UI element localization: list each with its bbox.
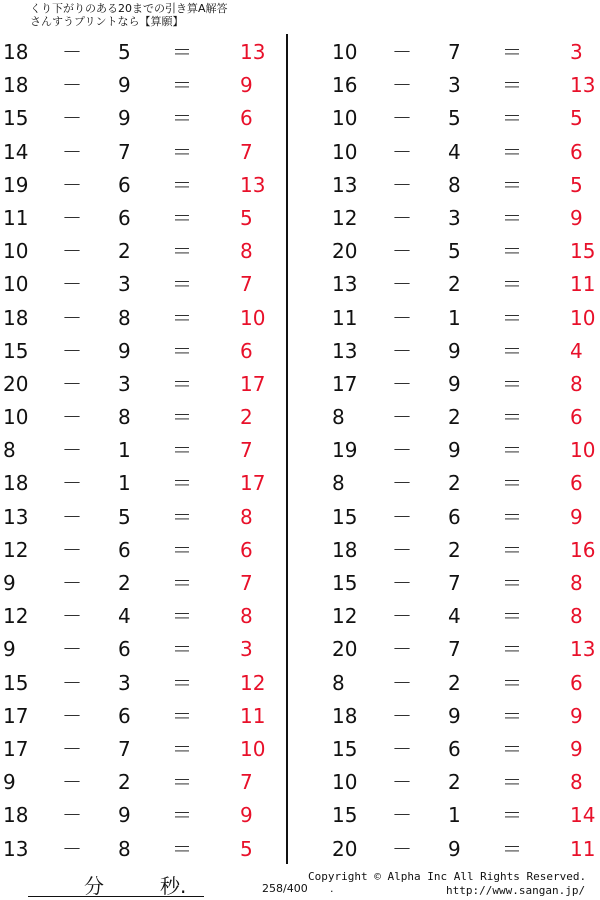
minus-sign: － — [62, 438, 82, 463]
answer: 11 — [570, 272, 596, 297]
minuend: 9 — [3, 637, 16, 662]
subtrahend: 2 — [448, 272, 461, 297]
minus-sign: － — [62, 239, 82, 264]
minuend: 10 — [332, 106, 358, 131]
minus-sign: － — [392, 338, 412, 363]
equals-sign: ＝ — [502, 803, 522, 828]
minuend: 15 — [332, 736, 358, 761]
subtrahend: 6 — [448, 504, 461, 529]
minuend: 17 — [332, 371, 358, 396]
equals-sign: ＝ — [172, 305, 192, 330]
minuend: 17 — [3, 736, 29, 761]
minuend: 20 — [332, 836, 358, 861]
subtrahend: 3 — [118, 272, 131, 297]
subtrahend: 9 — [448, 438, 461, 463]
answer: 9 — [240, 803, 253, 828]
minus-sign: － — [62, 803, 82, 828]
copyright-notice: Copyright © Alpha Inc All Rights Reserved. — [308, 870, 587, 883]
minuend: 18 — [332, 537, 358, 562]
subtrahend: 3 — [448, 73, 461, 98]
minus-sign: － — [392, 736, 412, 761]
minus-sign: － — [62, 371, 82, 396]
answer: 6 — [240, 106, 253, 131]
minuend: 13 — [332, 172, 358, 197]
subtrahend: 1 — [448, 803, 461, 828]
page-number: 258/400 — [262, 882, 308, 895]
answer: 12 — [240, 670, 266, 695]
answer: 10 — [570, 438, 596, 463]
answer: 13 — [570, 637, 596, 662]
equals-sign: ＝ — [172, 670, 192, 695]
equals-sign: ＝ — [502, 205, 522, 230]
answer: 6 — [240, 338, 253, 363]
equals-sign: ＝ — [172, 637, 192, 662]
subtrahend: 2 — [448, 670, 461, 695]
subtrahend: 6 — [118, 172, 131, 197]
subtrahend: 2 — [448, 770, 461, 795]
subtrahend: 9 — [448, 703, 461, 728]
answer: 2 — [240, 405, 253, 430]
minuend: 12 — [3, 604, 29, 629]
minuend: 17 — [3, 703, 29, 728]
answer: 9 — [240, 73, 253, 98]
minuend: 15 — [332, 571, 358, 595]
minus-sign: － — [392, 205, 412, 230]
equals-sign: ＝ — [502, 504, 522, 529]
answer: 9 — [570, 736, 583, 761]
minus-sign: － — [62, 205, 82, 230]
minus-sign: － — [392, 770, 412, 795]
answer: 5 — [570, 106, 583, 131]
minuend: 12 — [3, 537, 29, 562]
minuend: 10 — [3, 272, 29, 297]
answer: 5 — [240, 205, 253, 230]
subtrahend: 2 — [118, 239, 131, 264]
minus-sign: － — [392, 172, 412, 197]
minuend: 10 — [3, 239, 29, 264]
minuend: 10 — [332, 770, 358, 795]
subtrahend: 9 — [448, 338, 461, 363]
minus-sign: － — [62, 670, 82, 695]
equals-sign: ＝ — [172, 703, 192, 728]
minus-sign: － — [392, 537, 412, 562]
answer: 6 — [570, 471, 583, 496]
minus-sign: － — [392, 571, 412, 595]
minus-sign: － — [62, 40, 82, 64]
equals-sign: ＝ — [172, 239, 192, 264]
answer: 3 — [570, 40, 583, 64]
subtrahend: 9 — [448, 371, 461, 396]
minus-sign: － — [62, 73, 82, 98]
minus-sign: － — [392, 504, 412, 529]
equals-sign: ＝ — [172, 338, 192, 363]
minus-sign: － — [392, 305, 412, 330]
minus-sign: － — [62, 637, 82, 662]
minuend: 18 — [332, 703, 358, 728]
answer: 5 — [240, 836, 253, 861]
equals-sign: ＝ — [502, 637, 522, 662]
answer: 17 — [240, 471, 266, 496]
minus-sign: － — [392, 272, 412, 297]
subtrahend: 1 — [118, 438, 131, 463]
minuend: 20 — [332, 239, 358, 264]
minuend: 8 — [332, 405, 345, 430]
subtrahend: 4 — [448, 139, 461, 164]
equals-sign: ＝ — [502, 604, 522, 629]
minuend: 8 — [332, 670, 345, 695]
minutes-label: 分 — [84, 874, 104, 898]
minus-sign: － — [392, 637, 412, 662]
equals-sign: ＝ — [502, 438, 522, 463]
answer: 11 — [240, 703, 266, 728]
subtrahend: 6 — [448, 736, 461, 761]
answer: 6 — [570, 670, 583, 695]
minuend: 19 — [3, 172, 29, 197]
equals-sign: ＝ — [502, 703, 522, 728]
minus-sign: － — [62, 703, 82, 728]
minuend: 13 — [3, 836, 29, 861]
answer: 7 — [240, 139, 253, 164]
minus-sign: － — [392, 106, 412, 131]
site-url: http://www.sangan.jp/ — [446, 884, 586, 897]
subtrahend: 4 — [448, 604, 461, 629]
subtrahend: 3 — [118, 371, 131, 396]
minus-sign: － — [62, 405, 82, 430]
equals-sign: ＝ — [502, 770, 522, 795]
equals-sign: ＝ — [502, 239, 522, 264]
equals-sign: ＝ — [172, 736, 192, 761]
minuend: 16 — [332, 73, 358, 98]
equals-sign: ＝ — [172, 604, 192, 629]
answer: 16 — [570, 537, 596, 562]
answer: 10 — [240, 736, 266, 761]
equals-sign: ＝ — [502, 670, 522, 695]
subtrahend: 6 — [118, 703, 131, 728]
subtrahend: 2 — [118, 571, 131, 595]
worksheet-header — [30, 2, 228, 28]
equals-sign: ＝ — [172, 73, 192, 98]
minuend: 18 — [3, 305, 29, 330]
answer: 8 — [570, 604, 583, 629]
equals-sign: ＝ — [172, 106, 192, 131]
minus-sign: － — [62, 836, 82, 861]
equals-sign: ＝ — [172, 836, 192, 861]
equals-sign: ＝ — [502, 471, 522, 496]
subtrahend: 3 — [118, 670, 131, 695]
subtrahend: 7 — [448, 40, 461, 64]
subtrahend: 2 — [448, 471, 461, 496]
minuend: 19 — [332, 438, 358, 463]
footer-dot: . — [330, 882, 334, 895]
equals-sign: ＝ — [502, 571, 522, 595]
minus-sign: － — [392, 239, 412, 264]
minuend: 13 — [332, 272, 358, 297]
equals-sign: ＝ — [172, 172, 192, 197]
equals-sign: ＝ — [172, 405, 192, 430]
answer: 15 — [570, 239, 596, 264]
minus-sign: － — [392, 836, 412, 861]
minuend: 10 — [332, 139, 358, 164]
minus-sign: － — [392, 438, 412, 463]
subtrahend: 9 — [118, 338, 131, 363]
minus-sign: － — [392, 670, 412, 695]
subtrahend: 4 — [118, 604, 131, 629]
equals-sign: ＝ — [172, 139, 192, 164]
answer: 10 — [570, 305, 596, 330]
minus-sign: － — [392, 139, 412, 164]
equals-sign: ＝ — [172, 537, 192, 562]
minuend: 9 — [3, 770, 16, 795]
equals-sign: ＝ — [172, 40, 192, 64]
subtrahend: 6 — [118, 205, 131, 230]
seconds-label: 秒. — [160, 874, 187, 898]
equals-sign: ＝ — [172, 371, 192, 396]
subtrahend: 7 — [448, 571, 461, 595]
minus-sign: － — [392, 371, 412, 396]
equals-sign: ＝ — [172, 272, 192, 297]
subtrahend: 9 — [118, 803, 131, 828]
minus-sign: － — [62, 172, 82, 197]
minuend: 8 — [3, 438, 16, 463]
equals-sign: ＝ — [172, 571, 192, 595]
minuend: 8 — [332, 471, 345, 496]
answer: 3 — [240, 637, 253, 662]
subtrahend: 7 — [448, 637, 461, 662]
minuend: 14 — [3, 139, 29, 164]
answer: 6 — [570, 405, 583, 430]
equals-sign: ＝ — [502, 736, 522, 761]
minus-sign: － — [392, 471, 412, 496]
minuend: 13 — [3, 504, 29, 529]
minuend: 9 — [3, 571, 16, 595]
subtrahend: 9 — [448, 836, 461, 861]
minus-sign: － — [392, 703, 412, 728]
subtrahend: 5 — [118, 504, 131, 529]
minuend: 15 — [3, 106, 29, 131]
subtrahend: 1 — [448, 305, 461, 330]
answer: 7 — [240, 438, 253, 463]
minuend: 10 — [3, 405, 29, 430]
equals-sign: ＝ — [172, 205, 192, 230]
minuend: 15 — [3, 338, 29, 363]
subtrahend: 5 — [448, 239, 461, 264]
equals-sign: ＝ — [502, 73, 522, 98]
minus-sign: － — [62, 471, 82, 496]
equals-sign: ＝ — [502, 338, 522, 363]
equals-sign: ＝ — [172, 438, 192, 463]
equals-sign: ＝ — [172, 504, 192, 529]
answer: 5 — [570, 172, 583, 197]
subtrahend: 8 — [118, 836, 131, 861]
minus-sign: － — [62, 571, 82, 595]
minus-sign: － — [62, 272, 82, 297]
answer: 10 — [240, 305, 266, 330]
minuend: 10 — [332, 40, 358, 64]
subtrahend: 2 — [448, 405, 461, 430]
answer: 8 — [570, 571, 583, 595]
equals-sign: ＝ — [502, 139, 522, 164]
minuend: 11 — [332, 305, 358, 330]
subtrahend: 3 — [448, 205, 461, 230]
equals-sign: ＝ — [502, 172, 522, 197]
worksheet-title: くり下がりのある20までの引き算A解答 — [30, 2, 228, 15]
subtrahend: 1 — [118, 471, 131, 496]
minuend: 20 — [332, 637, 358, 662]
subtrahend: 8 — [448, 172, 461, 197]
minus-sign: － — [62, 736, 82, 761]
equals-sign: ＝ — [172, 471, 192, 496]
minuend: 12 — [332, 604, 358, 629]
minus-sign: － — [392, 40, 412, 64]
equals-sign: ＝ — [502, 305, 522, 330]
answer: 11 — [570, 836, 596, 861]
subtrahend: 2 — [448, 537, 461, 562]
subtrahend: 8 — [118, 405, 131, 430]
subtrahend: 9 — [118, 106, 131, 131]
equals-sign: ＝ — [502, 272, 522, 297]
time-record-field — [28, 868, 204, 897]
subtrahend: 5 — [118, 40, 131, 64]
answer: 7 — [240, 272, 253, 297]
minuend: 15 — [3, 670, 29, 695]
answer: 6 — [240, 537, 253, 562]
equals-sign: ＝ — [502, 537, 522, 562]
answer: 8 — [240, 239, 253, 264]
answer: 6 — [570, 139, 583, 164]
minuend: 13 — [332, 338, 358, 363]
minus-sign: － — [392, 604, 412, 629]
minus-sign: － — [62, 139, 82, 164]
minuend: 20 — [3, 371, 29, 396]
column-divider — [286, 34, 288, 864]
answer: 9 — [570, 205, 583, 230]
minuend: 12 — [332, 205, 358, 230]
minuend: 18 — [3, 73, 29, 98]
subtrahend: 7 — [118, 139, 131, 164]
answer: 13 — [570, 73, 596, 98]
answer: 13 — [240, 40, 266, 64]
subtrahend: 9 — [118, 73, 131, 98]
answer: 13 — [240, 172, 266, 197]
equals-sign: ＝ — [172, 770, 192, 795]
equals-sign: ＝ — [502, 106, 522, 131]
minuend: 15 — [332, 803, 358, 828]
minuend: 18 — [3, 40, 29, 64]
minus-sign: － — [62, 770, 82, 795]
minus-sign: － — [392, 803, 412, 828]
answer: 8 — [570, 770, 583, 795]
minus-sign: － — [62, 305, 82, 330]
minus-sign: － — [392, 405, 412, 430]
answer: 9 — [570, 504, 583, 529]
equals-sign: ＝ — [502, 836, 522, 861]
answer: 8 — [570, 371, 583, 396]
worksheet-subtitle: さんすうプリントなら【算願】 — [30, 15, 184, 28]
subtrahend: 5 — [448, 106, 461, 131]
minus-sign: － — [62, 537, 82, 562]
answer: 8 — [240, 604, 253, 629]
minuend: 11 — [3, 205, 29, 230]
answer: 14 — [570, 803, 596, 828]
minuend: 18 — [3, 471, 29, 496]
answer: 9 — [570, 703, 583, 728]
subtrahend: 2 — [118, 770, 131, 795]
minus-sign: － — [62, 604, 82, 629]
minus-sign: － — [62, 504, 82, 529]
answer: 7 — [240, 770, 253, 795]
subtrahend: 7 — [118, 736, 131, 761]
equals-sign: ＝ — [502, 371, 522, 396]
answer: 4 — [570, 338, 583, 363]
answer: 8 — [240, 504, 253, 529]
equals-sign: ＝ — [502, 405, 522, 430]
equals-sign: ＝ — [172, 803, 192, 828]
answer: 7 — [240, 571, 253, 595]
minus-sign: － — [62, 106, 82, 131]
minuend: 15 — [332, 504, 358, 529]
minus-sign: － — [392, 73, 412, 98]
subtrahend: 6 — [118, 637, 131, 662]
minus-sign: － — [62, 338, 82, 363]
subtrahend: 6 — [118, 537, 131, 562]
minuend: 18 — [3, 803, 29, 828]
subtrahend: 8 — [118, 305, 131, 330]
answer: 17 — [240, 371, 266, 396]
equals-sign: ＝ — [502, 40, 522, 64]
